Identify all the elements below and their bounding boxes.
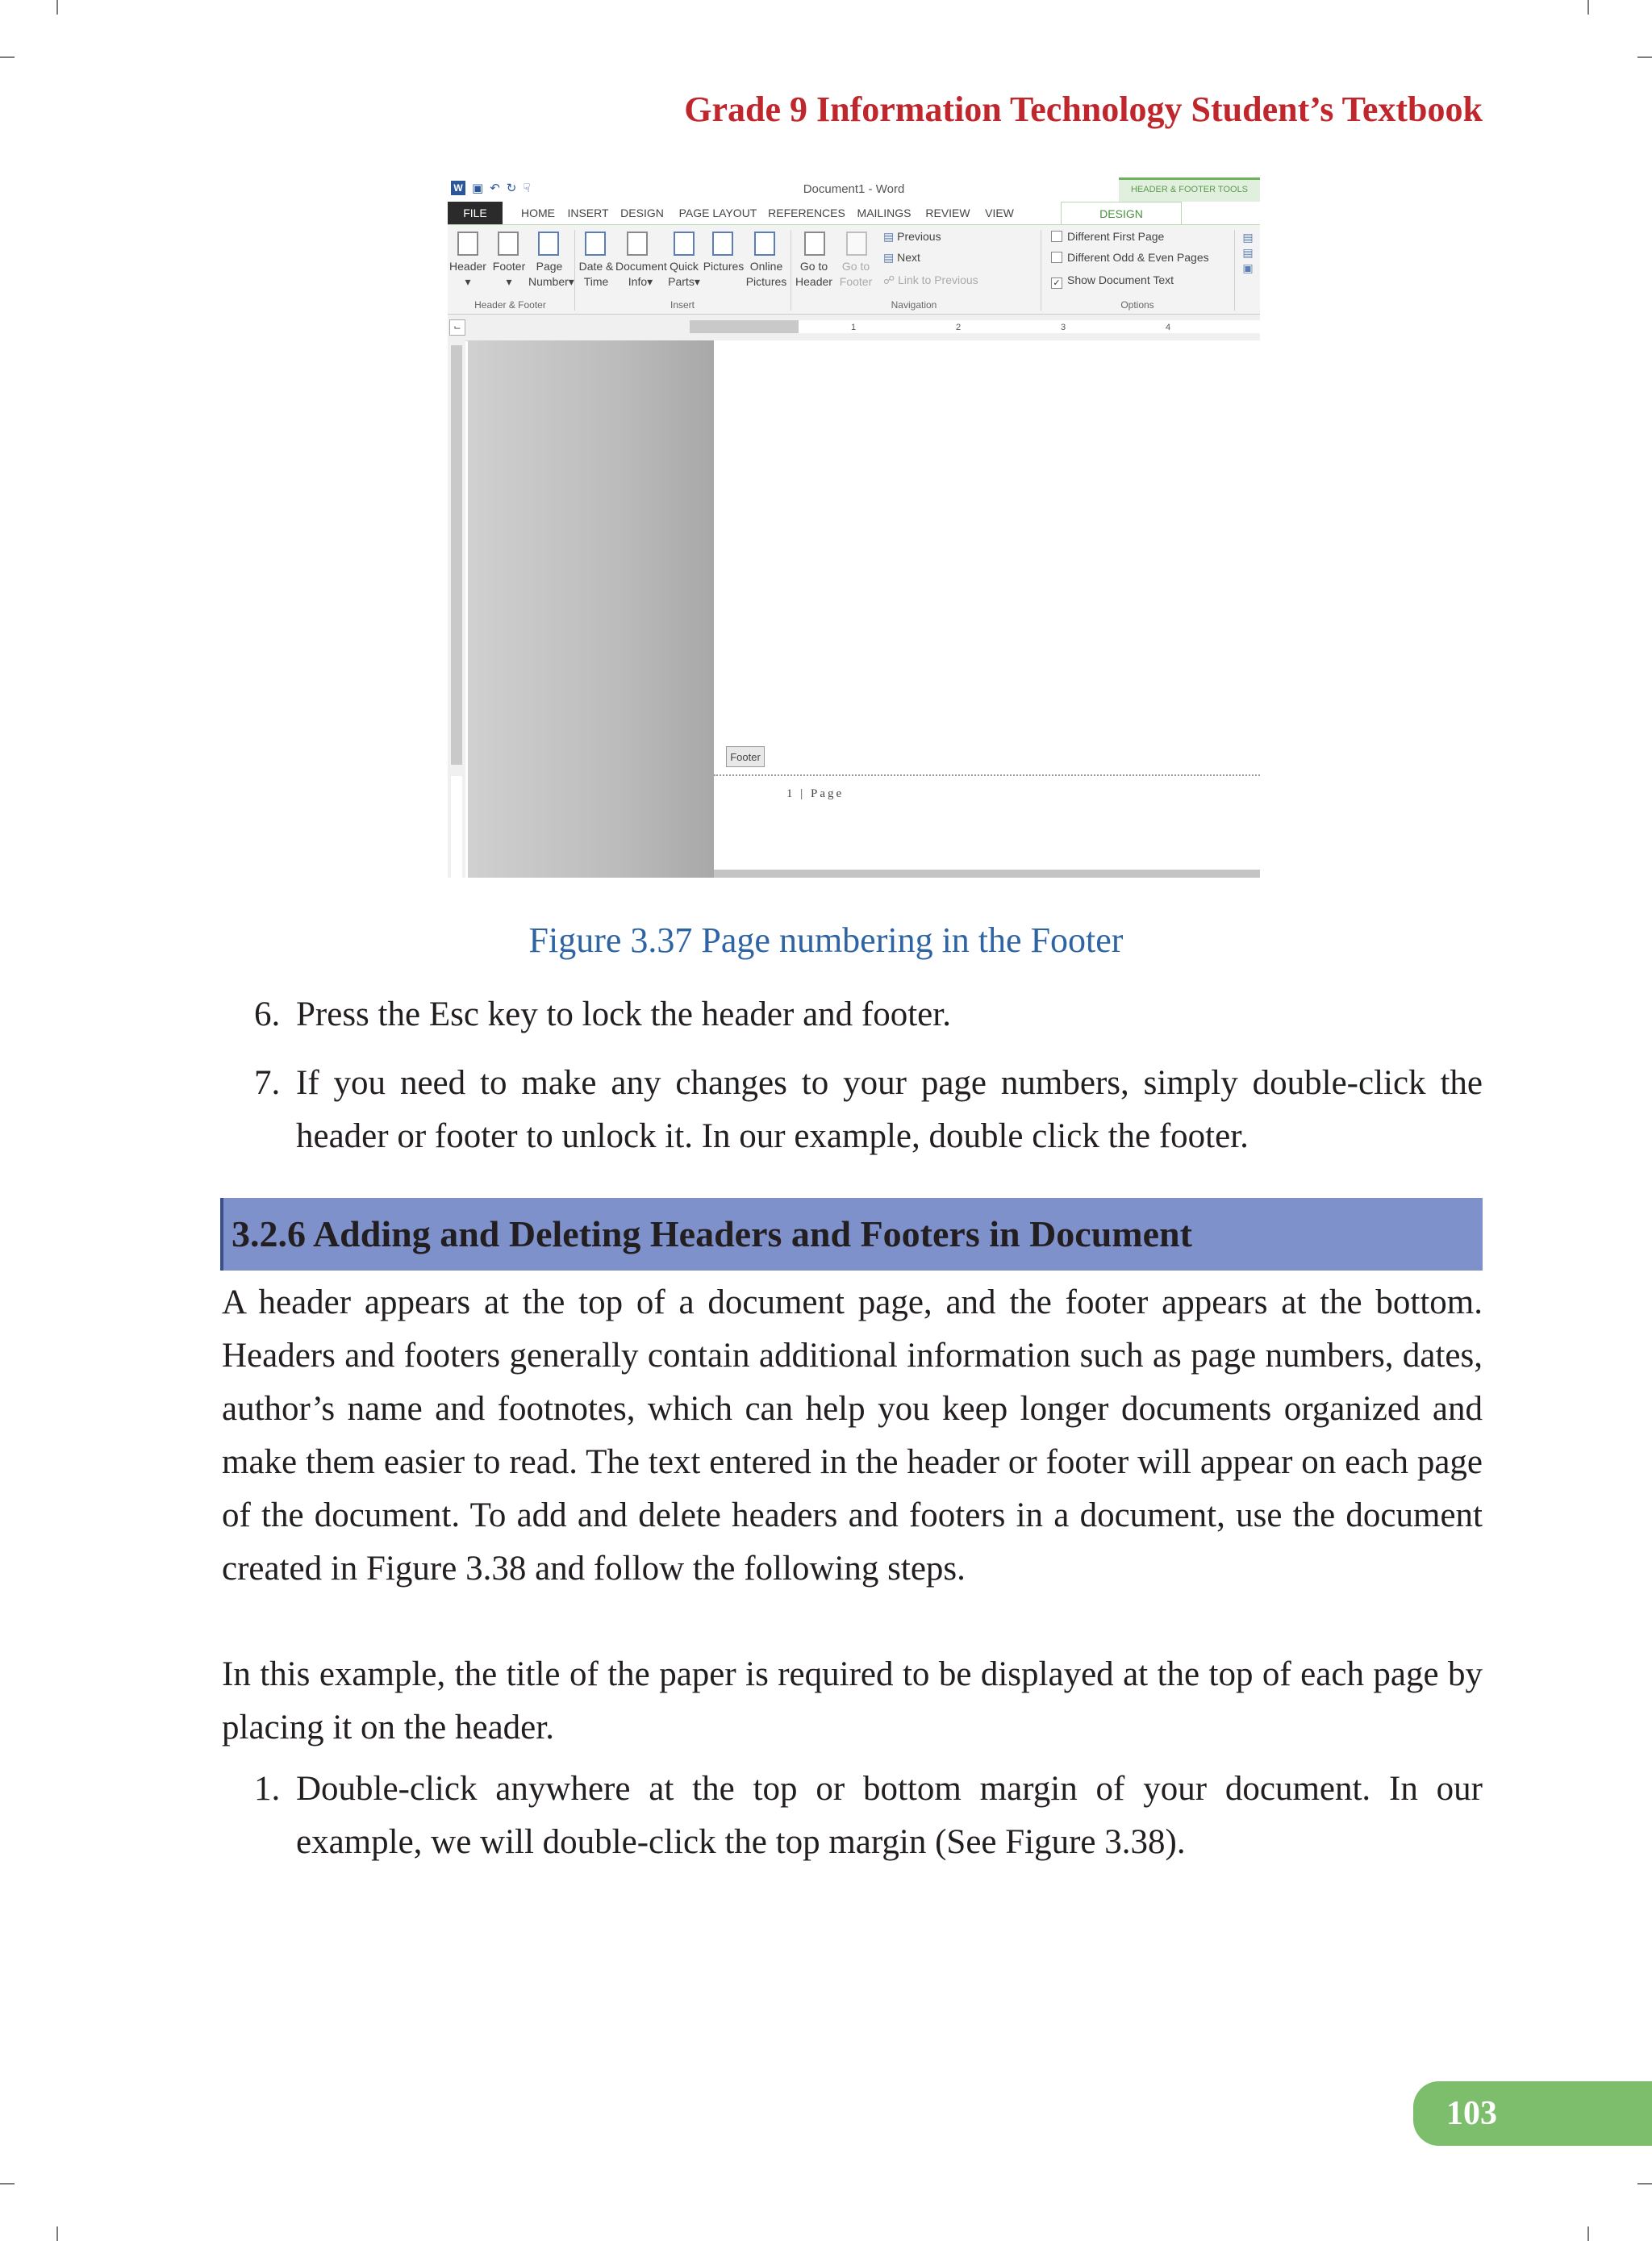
online-pictures-icon — [754, 232, 775, 256]
crop-mark — [1637, 2183, 1652, 2185]
quick-parts-button[interactable]: Quick Parts▾ — [668, 260, 700, 288]
list-number: 7. — [254, 1064, 281, 1102]
document-info-button[interactable]: Document Info▾ — [615, 260, 667, 288]
footer-page-number[interactable]: 1 | Page — [786, 787, 845, 800]
ruler-tick: 2 — [956, 323, 962, 332]
crop-mark — [1587, 2226, 1589, 2241]
body-paragraph: A header appears at the top of a document page, and the footer appears at the bottom. Headers and footers generally contain additional information such as page numbers, dates, author’s name and footnotes, which can help you keep longer documents organized and make them easier to read. The text entered in the header or footer will appear on each page of the document. To add and delete headers and footers in a document, use the document created in Figure 3.38 and follow the following steps. — [222, 1283, 1483, 1588]
tab-page-layout[interactable]: PAGE LAYOUT — [678, 207, 757, 219]
group-divider — [574, 230, 575, 311]
different-odd-even-checkbox[interactable]: Different Odd & Even Pages — [1051, 251, 1209, 264]
tab-design[interactable]: DESIGN — [620, 207, 664, 219]
horizontal-ruler[interactable] — [690, 320, 1260, 333]
ruler-margin — [451, 345, 462, 765]
tab-insert[interactable]: INSERT — [567, 207, 609, 219]
list-item — [254, 988, 1483, 1041]
section-heading: 3.2.6 Adding and Deleting Headers and Footers in Document — [220, 1198, 1483, 1271]
page-number: 103 — [1446, 2095, 1497, 2132]
crop-mark — [0, 2183, 15, 2185]
tab-review[interactable]: REVIEW — [925, 207, 970, 219]
tab-view[interactable]: VIEW — [985, 207, 1014, 219]
header-button[interactable]: Header ▾ — [449, 260, 486, 288]
title-bar — [448, 177, 1260, 202]
tab-selector[interactable]: ⌙ — [449, 319, 465, 336]
touch-mode-icon[interactable]: ☟ — [523, 182, 531, 195]
date-time-button[interactable]: Date & Time — [578, 260, 614, 288]
group-label-header-footer: Header & Footer — [474, 299, 546, 311]
go-to-header-button[interactable]: Go to Header — [795, 260, 832, 288]
page-number-button[interactable]: Page Number▾ — [528, 260, 574, 288]
redo-icon[interactable]: ↻ — [506, 182, 517, 195]
tab-header-footer-design[interactable]: DESIGN — [1061, 202, 1182, 224]
list-number: 1. — [254, 1770, 281, 1808]
link-icon: ☍ — [883, 273, 895, 286]
crop-mark — [56, 2226, 58, 2241]
document-page[interactable] — [714, 340, 1260, 878]
crop-mark — [1587, 0, 1589, 15]
group-label-insert: Insert — [670, 299, 695, 311]
footer-tag: Footer — [726, 746, 765, 767]
ribbon — [448, 224, 1260, 315]
pictures-icon — [712, 232, 733, 256]
quick-parts-icon — [674, 232, 695, 256]
next-icon: ▤ — [883, 251, 895, 264]
ruler-tick: 4 — [1166, 323, 1171, 332]
go-to-footer-button[interactable]: Go to Footer — [839, 260, 873, 288]
ruler-tick: 3 — [1061, 323, 1066, 332]
contextual-tab-group: HEADER & FOOTER TOOLS — [1119, 177, 1260, 202]
save-icon[interactable]: ▣ — [472, 182, 484, 195]
crop-mark — [1637, 56, 1652, 58]
list-text: If you need to make any changes to your page numbers, simply double-click the header or footer to unlock it. In our example, double click the footer. — [296, 1064, 1483, 1155]
group-label-options: Options — [1120, 299, 1154, 311]
go-to-header-icon — [804, 232, 825, 256]
vertical-ruler[interactable] — [448, 340, 465, 878]
position-buttons[interactable]: ▤ ▤ ▣ — [1242, 231, 1254, 274]
document-background — [468, 340, 714, 878]
list-item — [254, 1057, 1483, 1163]
body-paragraph: In this example, the title of the paper is required to be displayed at the top of each page by placing it on the header. — [222, 1655, 1483, 1746]
footer-icon — [498, 232, 519, 256]
running-head: Grade 9 Information Technology Student’s Textbook — [684, 90, 1483, 129]
list-number: 6. — [254, 995, 281, 1033]
online-pictures-button[interactable]: Online Pictures — [745, 260, 787, 288]
header-icon — [457, 232, 478, 256]
word-screenshot — [448, 177, 1260, 878]
ruler-text-area — [451, 776, 462, 878]
ruler-margin — [690, 320, 799, 333]
crop-mark — [0, 56, 15, 58]
list-text: Double-click anywhere at the top or bottom margin of your document. In our example, we will double-click the top margin (See Figure 3.38). — [296, 1770, 1483, 1861]
ruler-tick: 1 — [851, 323, 857, 332]
horizontal-ruler-row — [448, 315, 1260, 341]
previous-icon: ▤ — [883, 230, 895, 243]
group-label-navigation: Navigation — [891, 299, 937, 311]
list-text: Press the Esc key to lock the header and footer. — [296, 995, 951, 1033]
footer-boundary — [714, 774, 1260, 776]
different-first-page-checkbox[interactable]: Different First Page — [1051, 230, 1164, 243]
crop-mark — [56, 0, 58, 15]
undo-icon[interactable]: ↶ — [490, 182, 500, 195]
document-info-icon — [627, 232, 648, 256]
previous-button[interactable]: ▤ Previous — [883, 230, 941, 243]
checkbox-checked-icon: ✓ — [1051, 278, 1062, 289]
tab-mailings[interactable]: MAILINGS — [857, 207, 912, 219]
next-button[interactable]: ▤ Next — [883, 251, 920, 264]
show-document-text-checkbox[interactable]: ✓ Show Document Text — [1051, 273, 1174, 289]
checkbox-unchecked-icon — [1051, 231, 1062, 242]
tab-file[interactable]: FILE — [448, 202, 503, 224]
checkbox-unchecked-icon — [1051, 252, 1062, 263]
tab-references[interactable]: REFERENCES — [768, 207, 845, 219]
word-app-icon: W — [451, 181, 465, 195]
group-divider — [1234, 230, 1235, 311]
go-to-footer-icon — [846, 232, 867, 256]
ribbon-tabs — [448, 202, 1260, 224]
pictures-button[interactable]: Pictures — [703, 260, 745, 273]
footer-button[interactable]: Footer ▾ — [492, 260, 526, 288]
tab-home[interactable]: HOME — [521, 207, 555, 219]
figure-caption: Figure 3.37 Page numbering in the Footer — [528, 920, 1124, 960]
document-title: Document1 - Word — [803, 182, 905, 196]
list-item — [254, 1763, 1483, 1869]
page-number-icon — [538, 232, 559, 256]
date-time-icon — [585, 232, 606, 256]
link-to-previous-button[interactable]: ☍ Link to Previous — [883, 273, 978, 286]
